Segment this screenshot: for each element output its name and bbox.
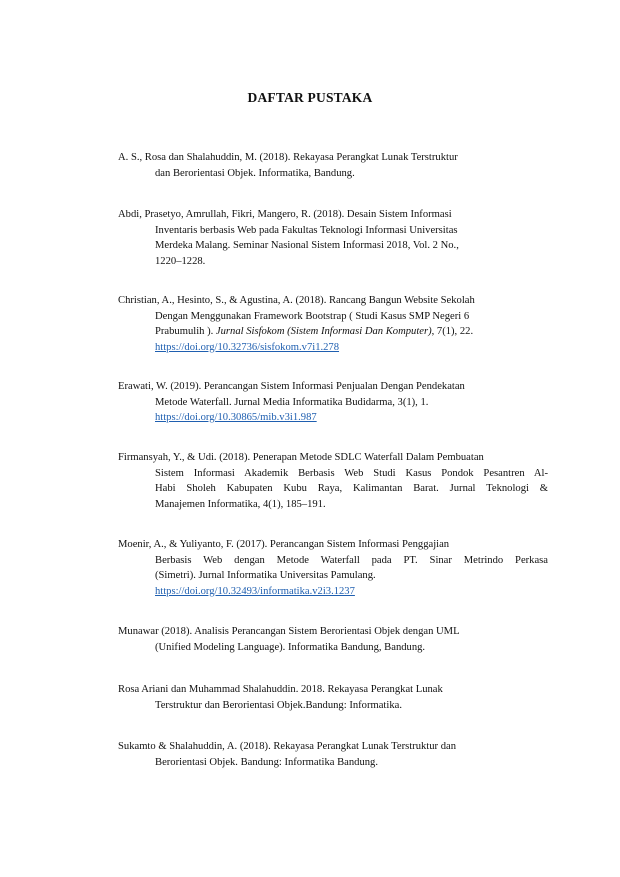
reference-entry <box>118 682 548 713</box>
reference-line <box>118 410 548 426</box>
reference-entry <box>118 450 548 512</box>
reference-line: Berorientasi Objek. Bandung: Informatika Bandung. <box>155 756 379 768</box>
reference-line: (Unified Modeling Language). Informatika Bandung, Bandung. <box>155 641 426 653</box>
reference-line: Merdeka Malang. Seminar Nasional Sistem Informasi 2018, Vol. 2 No., <box>155 240 459 251</box>
reference-line: Sukamto & Shalahuddin, A. (2018). Rekayasa Perangkat Lunak Terstruktur dan <box>118 741 456 752</box>
reference-line: Rosa Ariani dan Muhammad Shalahuddin. 2018. Rekayasa Perangkat Lunak <box>118 684 443 695</box>
reference-line <box>118 340 548 356</box>
reference-entry <box>118 207 548 269</box>
reference-entry <box>118 379 548 426</box>
doi-link[interactable]: https://doi.org/10.30865/mib.v3i1.987 <box>155 412 317 423</box>
reference-text: Prabumulih ). <box>155 326 216 337</box>
reference-entry <box>118 624 548 655</box>
reference-line: Dengan Menggunakan Framework Bootstrap ( Studi Kasus SMP Negeri 6 <box>155 310 470 322</box>
reference-entry <box>118 739 548 770</box>
reference-text: , 7(1), 22. <box>431 326 474 337</box>
journal-title: Jurnal Sisfokom (Sistem Informasi Dan Komputer) <box>215 326 432 337</box>
reference-line: dan Berorientasi Objek. Informatika, Bandung. <box>155 167 355 179</box>
reference-line: Firmansyah, Y., & Udi. (2018). Penerapan Metode SDLC Waterfall Dalam Pembuatan <box>118 452 484 463</box>
reference-line: Sistem Informasi Akademik Berbasis Web Studi Kasus Pondok Pesantren Al- <box>155 467 548 479</box>
page-title: DAFTAR PUSTAKA <box>247 90 373 105</box>
reference-line: Erawati, W. (2019). Perancangan Sistem Informasi Penjualan Dengan Pendekatan <box>118 381 465 392</box>
reference-line: Manajemen Informatika, 4(1), 185–191. <box>155 498 326 510</box>
reference-line: Habi Sholeh Kabupaten Kubu Raya, Kalimantan Barat. Jurnal Teknologi & <box>155 483 548 494</box>
reference-line: Abdi, Prasetyo, Amrullah, Fikri, Mangero, R. (2018). Desain Sistem Informasi <box>118 209 452 220</box>
doi-link[interactable]: https://doi.org/10.32736/sisfokom.v7i1.278 <box>155 341 340 353</box>
reference-line: Metode Waterfall. Jurnal Media Informatika Budidarma, 3(1), 1. <box>155 396 429 408</box>
reference-line: (Simetri). Jurnal Informatika Universitas Pamulang. <box>155 570 376 581</box>
reference-line <box>118 584 548 600</box>
reference-line: 1220–1228. <box>155 255 206 267</box>
reference-line: Terstruktur dan Berorientasi Objek.Bandung: Informatika. <box>155 699 402 711</box>
reference-line: A. S., Rosa dan Shalahuddin, M. (2018). Rekayasa Perangkat Lunak Terstruktur <box>118 152 458 163</box>
reference-entry <box>118 293 548 355</box>
reference-line: Moenir, A., & Yuliyanto, F. (2017). Perancangan Sistem Informasi Penggajian <box>118 539 450 550</box>
reference-line <box>118 324 548 340</box>
reference-entry <box>118 537 548 599</box>
reference-line: Munawar (2018). Analisis Perancangan Sistem Berorientasi Objek dengan UML <box>118 626 460 637</box>
doi-link[interactable]: https://doi.org/10.32493/informatika.v2i3.1237 <box>155 585 355 597</box>
reference-line: Christian, A., Hesinto, S., & Agustina, A. (2018). Rancang Bangun Website Sekolah <box>118 295 475 306</box>
reference-line: Berbasis Web dengan Metode Waterfall pada PT. Sinar Metrindo Perkasa <box>155 554 548 566</box>
reference-entry <box>118 150 548 181</box>
reference-line: Inventaris berbasis Web pada Fakultas Teknologi Informasi Universitas <box>155 224 458 236</box>
